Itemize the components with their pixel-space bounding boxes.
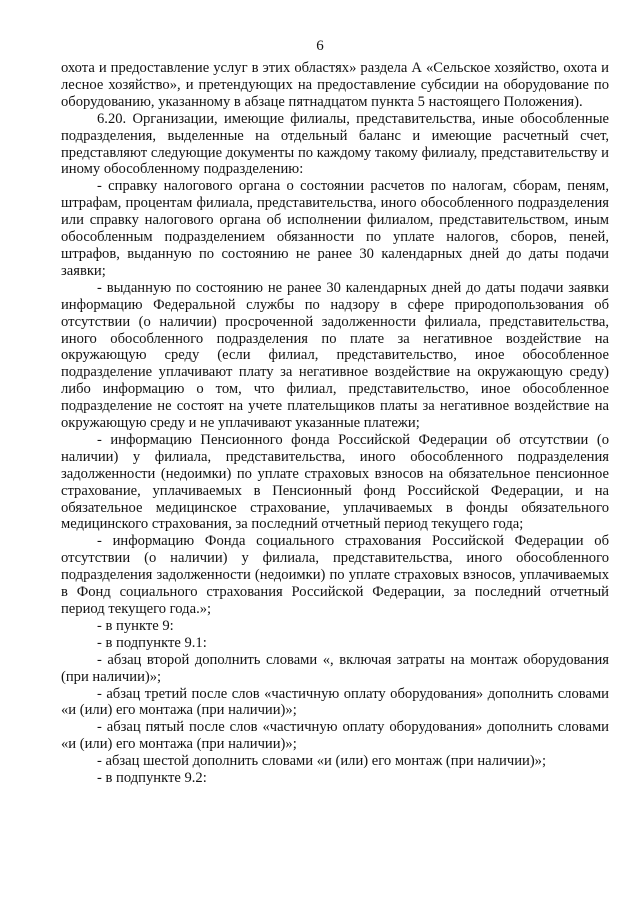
list-item: - абзац пятый после слов «частичную оплату оборудования» дополнить словами «и (или) его монтажа (при наличии)»; — [61, 719, 609, 753]
list-item: - выданную по состоянию не ранее 30 календарных дней до даты подачи заявки информацию Федеральной службы по надзору в сфере природопользования об отсутствии (о наличии) просроченной задолженности филиала, представительства, иного обособленного подразделения по плате за негативное воздействие на окружающую среду (если филиал, представительство, иное обособленное подразделение уплачивают плату за негативное воздействие на окружающую среду) либо информацию о том, что филиал, представительство, иное обособленное подразделение не состоят на учете плательщиков платы за негативное воздействие на окружающую среду и не уплачивают указанные платежи; — [61, 279, 609, 432]
list-item: - абзац второй дополнить словами «, включая затраты на монтаж оборудования (при наличии)»; — [61, 651, 609, 685]
page-number: 6 — [316, 38, 324, 54]
list-item: - информацию Пенсионного фонда Российской Федерации об отсутствии (о наличии) у филиала, представительства, иного обособленного подразделения задолженности (недоимки) по уплате страховых взносов на обязательное пенсионное страхование, уплачиваемых в Пенсионный фонд Российской Федерации, и на обязательное медицинское страхование, уплачиваемых в фонды обязательного медицинского страхования, за последний отчетный период текущего года; — [61, 431, 609, 533]
list-item: - в пункте 9: — [97, 617, 174, 634]
paragraph: охота и предоставление услуг в этих областях» раздела А «Сельское хозяйство, охота и лесное хозяйство», и претендующих на предоставление субсидии на оборудование по оборудованию, указанному в абзаце пятнадцатом пункта 5 настоящего Положения). — [61, 60, 609, 110]
list-item: - в подпункте 9.2: — [97, 770, 207, 787]
list-item: - в подпункте 9.1: — [97, 634, 207, 651]
document-body — [61, 60, 609, 787]
paragraph: 6.20. Организации, имеющие филиалы, представительства, иные обособленные подразделения, выделенные на отдельный баланс и имеющие расчетный счет, представляют следующие документы по каждому такому филиалу, представительству и иному обособленному подразделению: — [61, 110, 609, 178]
list-item: - справку налогового органа о состоянии расчетов по налогам, сборам, пеням, штрафам, процентам филиала, представительства, иного обособленного подразделения или справку налогового органа об исполнении филиалом, представительством, иным обособленным подразделением обязанности по уплате налогов, сборов, пеней, штрафов, выданную по состоянию не ранее 30 календарных дней до даты подачи заявки; — [61, 178, 609, 279]
list-item: - абзац шестой дополнить словами «и (или) его монтаж (при наличии)»; — [97, 753, 547, 770]
list-item: - информацию Фонда социального страхования Российской Федерации об отсутствии (о наличии) у филиала, представительства, иного обособленного подразделения задолженности (недоимки) по уплате страховых взносов, уплачиваемых в Фонд социального страхования Российской Федерации, за последний отчетный период текущего года.»; — [61, 533, 609, 617]
list-item: - абзац третий после слов «частичную оплату оборудования» дополнить словами «и (или) его монтажа (при наличии)»; — [61, 685, 609, 719]
